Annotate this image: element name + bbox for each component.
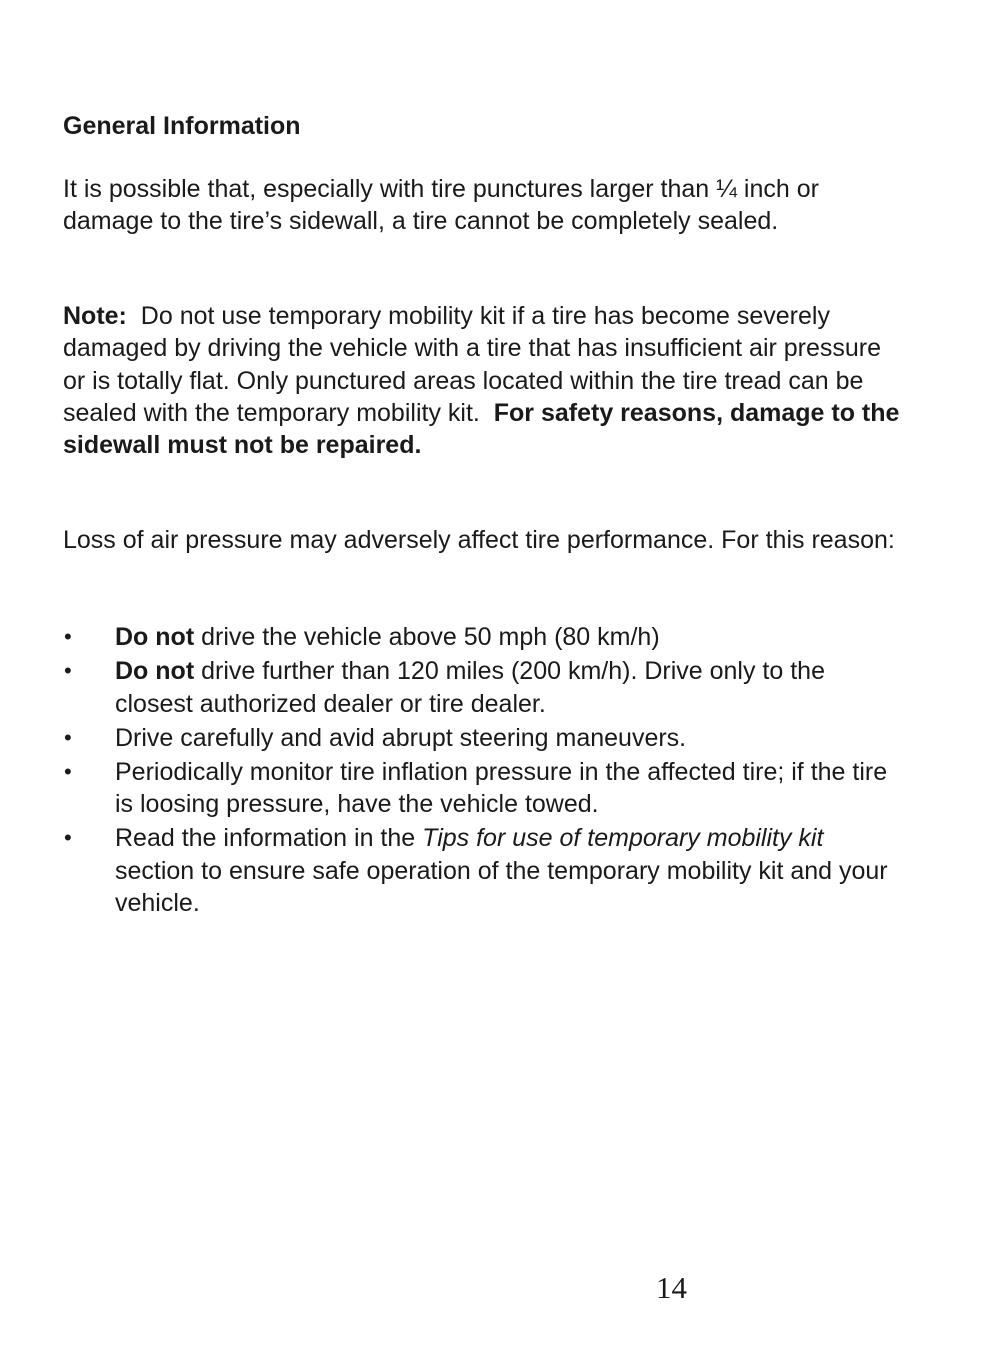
list-item (63, 621, 903, 654)
bullet-icon: • (64, 724, 72, 750)
list-item (63, 722, 903, 755)
list-item (63, 655, 903, 720)
list-item-emphasis: Do not (115, 657, 195, 685)
list-item-text: drive the vehicle above 50 mph (80 km/h) (194, 623, 660, 651)
list-item (63, 756, 903, 821)
section-heading: General Information (63, 112, 301, 140)
list-item-text: Read the information in the (115, 824, 423, 852)
note-text: Do not use temporary mobility kit if a tire has become severely damaged by driving the vehicle with a tire that has insufficient air pressure or is totally flat. Only punctured areas located within the tire tread can be sealed with the temporary mobility kit. (63, 302, 882, 427)
bullet-icon: • (64, 825, 72, 850)
section-reference: Tips for use of temporary mobility kit (422, 824, 824, 852)
list-item-emphasis: Do not (115, 623, 195, 651)
air-pressure-paragraph: Loss of air pressure may adversely affect tire performance. For this reason: (63, 526, 895, 554)
list-item (63, 822, 903, 920)
precautions-list (63, 621, 903, 921)
list-item-text: Periodically monitor tire inflation pressure in the affected tire; if the tire is loosing pressure, have the vehicle towed. (115, 757, 888, 818)
bullet-icon: • (64, 758, 72, 784)
note-warning: For safety reasons, damage to the sidewall must not be repaired. (63, 398, 900, 460)
list-item-text: section to ensure safe operation of the temporary mobility kit and your vehicle. (115, 856, 888, 917)
list-item-text: Drive carefully and avid abrupt steering maneuvers. (115, 723, 687, 752)
page-number: 14 (656, 1270, 687, 1305)
list-item-text: drive further than 120 miles (200 km/h). Drive only to the closest authorized dealer or tire dealer. (115, 657, 825, 718)
bullet-icon: • (64, 658, 72, 683)
note-paragraph (63, 300, 903, 461)
bullet-icon: • (64, 624, 72, 649)
note-label: Note: (63, 302, 127, 330)
intro-paragraph: It is possible that, especially with tire punctures larger than ¼ inch or damage to the tire’s sidewall, a tire cannot be completely sealed. (63, 175, 819, 236)
